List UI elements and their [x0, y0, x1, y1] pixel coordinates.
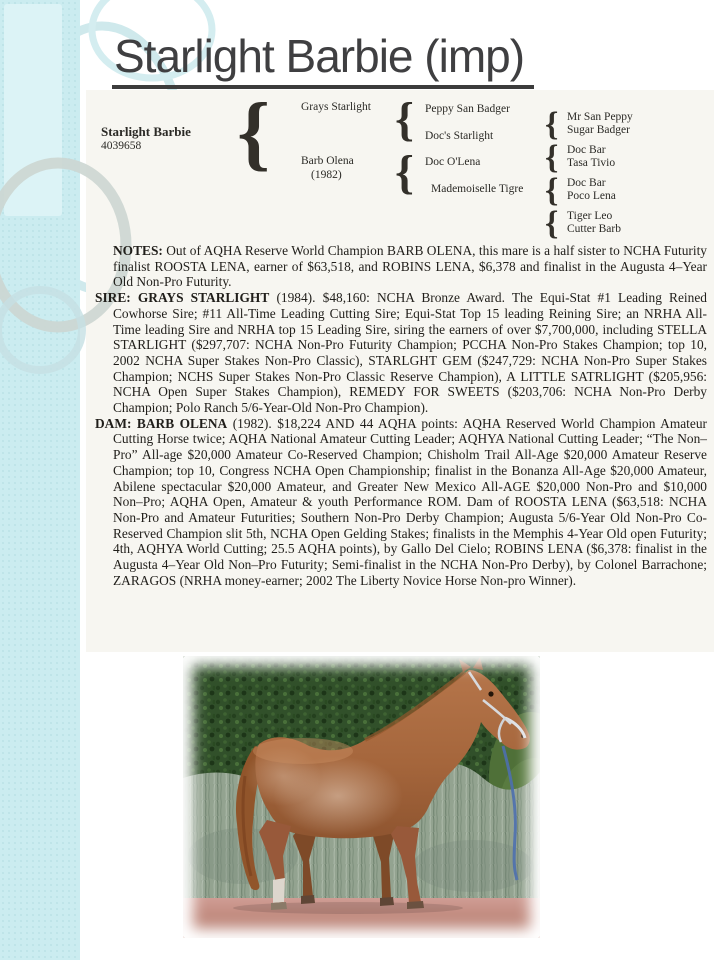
pedigree-chart: [95, 86, 715, 244]
pedigree-gen2-name: Doc O'Lena: [425, 156, 481, 168]
dam-paragraph: [95, 416, 707, 589]
gen3-name: Tiger Leo: [567, 210, 613, 222]
pedigree-gen2-name: Mademoiselle Tigre: [431, 183, 524, 195]
pedigree-gen3-pair: [567, 177, 616, 203]
brace-gen3: {: [545, 205, 559, 242]
dam-name: BARB OLENA: [136, 415, 228, 431]
dam-text: (1982). $18,224 AND 44 AQHA points: AQHA Reserved World Champion Amateur Cutting Horse twice; AQHA National Amateur Cutting Leader; AQHYA National Cutting Leader; “The Non–Pro” All-age $20,000 Amateur Co-Reserved Champion; Chisholm Trail All-Age $20,000 Amateur Reserve Champion; top 10, Congress NCHA Open Championship; finalist in the Bonanza All-Age $20,000 Amateur, Abilene spectacular $20,000 Amateur, and Greater New Mexico All-AGE $20,000 Non-Pro and $10,000 Non–Pro; AQHA Open, Amateur & youth Performance ROM. Dam of ROOSTA LENA ($63,518: NCHA Non-Pro and Amateur Futurities; Southern Non-Pro Derby Champion; Augusta 5/6-Year Old Non-Pro Co-Reserved Champion slit 5th, NCHA Open Gelding Stakes; finalists in the Memphis 4-Year Old open Futurity; 4th, AQHYA World Cutting; 25.5 AQHA points), by Gallo Del Cielo; ROBINS LENA ($6,378: finalist in the Augusta 4–Year Old Non–Pro Futurity; Semi-finalist in the NCHA Non-Pro Derby), by Colonel Barrachone; ZARAGOS (NRHA money-earner; 2002 The Liberty Novice Horse Non-pro Winner).: [113, 415, 708, 588]
subject-registration-number: 4039658: [101, 140, 142, 152]
pedigree-gen3-pair: [567, 111, 633, 137]
pedigree-gen2-name: Peppy San Badger: [425, 103, 510, 115]
pedigree-dam-year: (1982): [311, 169, 342, 181]
pedigree-subject: [101, 124, 191, 152]
pedigree-notes-text: [95, 243, 707, 588]
brace-gen3: {: [545, 139, 559, 176]
page-title: Starlight Barbie (imp): [112, 30, 534, 89]
pedigree-gen2-name: Doc's Starlight: [425, 130, 494, 142]
gen3-name: Mr San Peppy: [567, 111, 633, 123]
sire-label: SIRE:: [95, 290, 131, 306]
pedigree-dam-name: Barb Olena: [301, 155, 354, 167]
gen3-name: Tasa Tivio: [567, 157, 616, 169]
subject-name: Starlight Barbie: [101, 124, 191, 139]
brace-gen2-top: {: [395, 93, 414, 146]
notes-label: NOTES:: [113, 243, 163, 258]
gen3-name: Doc Bar: [567, 177, 606, 189]
notes-paragraph: [113, 243, 707, 290]
pedigree-gen3-pair: [567, 210, 621, 236]
brace-gen3: {: [545, 106, 559, 143]
sire-paragraph: [95, 290, 707, 416]
pedigree-gen3-pair: [567, 144, 615, 170]
gen3-name: Cutter Barb: [567, 223, 621, 235]
gen3-name: Doc Bar: [567, 144, 606, 156]
brace-gen1: {: [237, 86, 271, 179]
sire-name: GRAYS STARLIGHT: [137, 290, 270, 306]
brace-gen3: {: [545, 172, 559, 209]
sire-text: (1984). $48,160: NCHA Bronze Award. The Equi-Stat #1 Leading Reined Cowhorse Sire; #11 All-Time Leading Cutting Sire; Equi-Stat Top 15 leading Reining Sire; an NRHA All-Time leading Sire and NRHA top 15 Leading Sire, siring the earners of over $7,700,000, including STELLA STARLIGHT ($297,707: NCHA Non-Pro Futurity Champion; PCCHA Non-Pro Stakes Champion; top 10, 2002 NCHA Super Stakes Non-Pro Classic), STARLGHT GEM ($247,729: NCHA Non-Pro Super Stakes Champion; NCHS Super Stakes Non-Pro Classic Reserve Champion), A LITTLE SATRLIGHT ($205,956: NCHA Open Super Stakes Champion), REMEDY FOR SWEETS ($203,706: NCHA Non-Pro Derby Champion; Polo Ranch 5/6-Year-Old Non-Pro Champion).: [113, 290, 707, 416]
horse-photo: [183, 656, 540, 938]
sidebar-top-panel: [4, 4, 62, 216]
brace-gen2-bottom: {: [395, 146, 414, 199]
notes-text: Out of AQHA Reserve World Champion BARB OLENA, this mare is a half sister to NCHA Futurity finalist ROOSTA LENA, earner of $63,518, and ROBINS LENA, $6,378 and finalist in the Augusta 4–Year Old Non-Pro Futurity.: [113, 243, 707, 290]
pedigree-sire-name: Grays Starlight: [301, 101, 371, 113]
dam-label: DAM:: [95, 415, 132, 431]
gen3-name: Poco Lena: [567, 190, 616, 202]
gen3-name: Sugar Badger: [567, 124, 630, 136]
sidebar-decorative-strip: [0, 0, 80, 960]
